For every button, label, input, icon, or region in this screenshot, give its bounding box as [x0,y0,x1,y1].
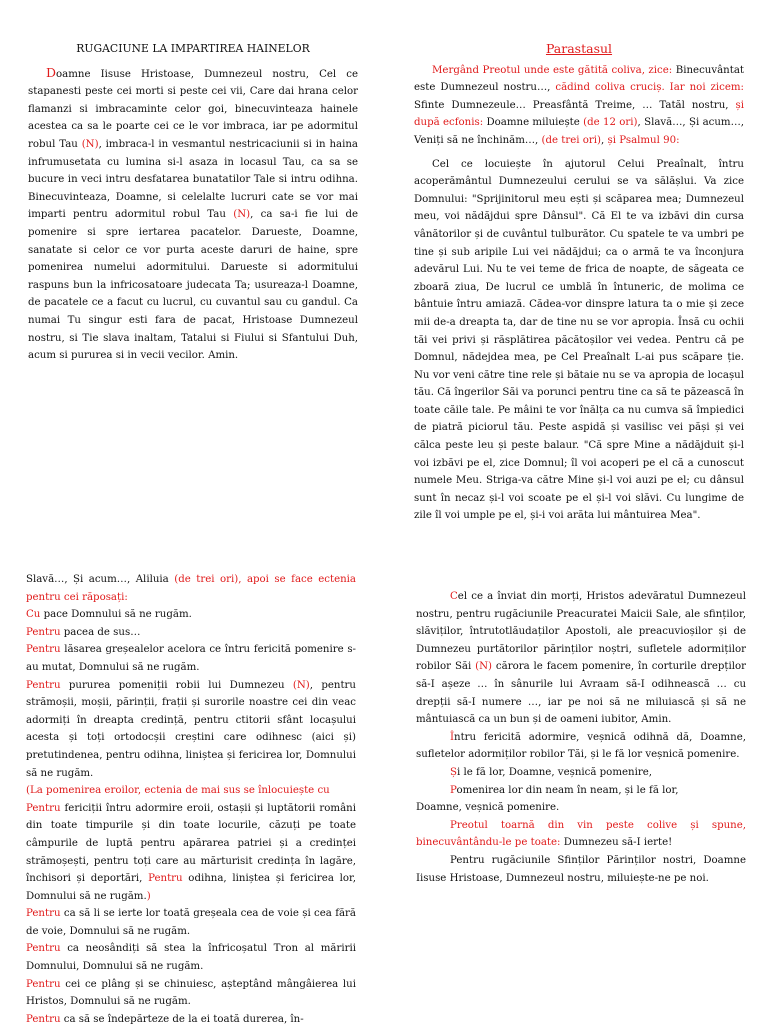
petition [26,677,356,783]
text: ca să li se ierte lor toată greșeala cea de voie și cea fără de voie, Domnului să ne rugăm. [26,908,356,937]
closing-prayer: Pentru rugăciunile Sfinților Părinților nostri, Doamne Iisuse Hristoase, Dumnezeul nostru, miluiește-ne pe noi. [416,854,746,884]
cap: Pentru [26,1013,61,1025]
text: pace Domnului să ne rugăm. [40,609,192,621]
cap: Pentru [26,943,61,955]
text: ca să se îndepărteze de la ei toată durerea, în- [60,1013,304,1025]
text: lăsarea greșealelor acelora ce întru fericită pomenire s-au mutat, Domnului să ne rugăm. [26,644,356,673]
prayer-clothing-panel [28,40,358,365]
text: odihna, liniștea și fericirea lor, Domnului să ne rugăm. [26,873,356,902]
prayer-text-2: , imbraca-l in vesmantul nestricaciunii si in haina infrumusetata cu lumina si-l asaza in locasul Tau, ca sa se bucure in veci intru desfatarea bunatatilor Tale si intru odihna. Binecuvinteaza, Doamne, si celelalte lucruri cate se vor mai imparti pentru adormitul robul Tau [28,138,358,221]
rubric: și după ecfonis: [414,99,744,129]
prayer-body [28,64,358,365]
rubric: Preotul toarnă din vin peste colive și spune, binecuvântându-le pe toate: [416,819,746,849]
rubric: și Psalmul 90: [607,134,680,146]
cap: Cu [26,609,41,621]
name-placeholder: (N) [292,679,310,691]
text: ntru fericită adormire, veșnică odihnă dă, Doamne, sufletelor adormiților robilor Tăi, și le fă lor veșnică pomenire. [416,731,746,761]
cap: Pentru [26,908,61,920]
cap: Pentru [26,802,61,814]
cap: Pentru [148,873,183,885]
rubric: (de 12 ori) [583,117,638,129]
eternal-rest [416,729,746,764]
text: omenirea lor din neam în neam, și le fă lor, [456,784,679,796]
rubric: ) [146,890,151,902]
prayer-title: RUGACIUNE LA IMPARTIREA HAINELOR [76,42,310,55]
cap: Pentru [26,978,61,990]
name-placeholder: (N) [233,209,251,221]
text: pururea pomeniții robii lui Dumnezeu [60,679,293,691]
ectenia-panel [26,571,356,1028]
name-placeholder: (N) [475,661,493,673]
cap: P [450,784,457,796]
petition [26,1011,356,1028]
rubric: (de trei ori) [174,574,239,585]
response-2 [416,782,746,800]
petition [26,641,356,676]
ectenia-intro [26,571,356,606]
rubric: Mergând Preotul unde este gătită coliva, zice: [432,64,673,76]
cap: Pentru [26,644,61,656]
cap: C [450,591,458,602]
text: Sfinte Dumnezeule… Preasfântă Treime, … Tatăl nostru, [414,99,736,111]
text: , pentru strămoșii, moșii, părinții, frații și surorile noastre cei din veac adormiți în dreapta credință, pentru ctitorii sfânt locașului acesta și toți ortodocșii creștini care odihnesc (aici și) pretutindenea, pentru odihna, liniștea și fericirea lor, Domnului să ne rugăm. [26,679,356,779]
petition [26,624,356,642]
dismissal-panel [416,588,746,887]
text: pacea de sus… [60,626,141,638]
text: Binecuvântat este Dumnezeul nostru…, [414,64,744,94]
response-3: Doamne, veșnică pomenire. [416,802,560,814]
parastas-panel [414,40,744,525]
text: Doamne miluiește [483,117,584,129]
dismissal-prayer [416,588,746,729]
wine-rubric [416,817,746,852]
rubric: cădind coliva cruciș. Iar noi zicem: [555,82,744,94]
text: cei ce plâng și se chinuiesc, așteptând mângâierea lui Hristos, Domnului să ne rugăm. [26,978,356,1008]
parastas-title: Parastasul [545,41,613,56]
text: Dumnezeu să-I ierte! [560,837,673,849]
rubric-heroes: (La pomenirea eroilor, ectenia de mai sus se înlocuiește cu [26,785,330,797]
text: el ce a înviat din morți, Hristos adevăratul Dumnezeul nostru, pentru rugăciunile Preacuratei Maicii Sale, ale sfinților, slăviților, întrutotlăudaților Apostoli, ale preacuvioșilor și de Dumnezeu purtătorilor părinților noștri, sufletele adormiților robilor Săi [416,591,746,673]
psalm-90: Cel ce locuiește în ajutorul Celui Preaînalt, întru acoperământul Dumnezeului cerului se va sălășlui. Va zice Domnului: "Sprijinitorul meu ești și scăparea mea; Dumnezeul meu, voi nădăjdui spre Dânsul". Că El te va izbăvi din cursa vânătorilor și de cuvântul tulburător. Cu spatele te va umbri pe tine și sub aripile Lui vei nădăjdui; ca o armă te va înconjura adevărul Lui. Nu te vei teme de frica de noapte, de săgeata ce zboară ziua, De lucrul ce umblă în întuneric, de molima ce bântuie întru amiază. Cădea-vor dinspre latura ta o mie și zece mii de-a dreapta ta, dar de tine nu se vor apropia. Însă cu ochii tăi vei privi și răsplătirea păcătoșilor vei vedea. Pentru că pe Domnul, nădejdea mea, pe Cel Preaînalt L-ai pus scăpare ție. Nu vor veni către tine rele și bătaie nu se va apropia de locașul tău. Că îngerilor Săi va porunci pentru tine ca să te păzească în toate căile tale. Pe mâini te vor înălța ca nu cumva să împiedici de piatră piciorul tău. Peste aspidă și vasilisc vei păși și vei călca peste leu și peste balaur. "Că spre Mine a nădăjduit și-l voi izbăvi pe el, zice Domnul; îl voi acoperi pe el că a cunoscut numele Meu. Striga-va către Mine și-l voi auzi pe el; cu dânsul sunt în necaz și-l voi scoate pe el și-l voi slăvi. Cu lungime de zile îl voi umple pe el, și-i voi arăta lui mântuirea Mea". [414,158,744,522]
prayer-text-3: , ca sa-i fie lui de pomenire si spre iertarea pacatelor. Darueste, Doamne, sanatate si celor ce vor purta aceste daruri de haine, spre pomenirea numelui adormitului. Darueste si adormitului raspuns bun la infricosatoare judecata Ta; usureaza-l Doamne, de pacatele ce a facut cu lucrul, cu cuvantul sau cu gandul. Ca numai Tu singur esti fara de pacat, Hristoase Dumnezeul nostru, si Tie slava inaltam, Tatalui si Fiului si Sfantului Duh, acum si pururea si in vecii vecilor. Amin. [28,209,358,362]
petition [26,976,356,1011]
petition [26,940,356,975]
name-placeholder: (N) [81,138,99,150]
prayer-text-1: oamne Iisuse Hristoase, Dumnezeul nostru, Cel ce stapanesti peste cei morti si peste cei vii, Care dai hrana celor flamanzi si imbracaminte celor goi, binecuvinteaza hainele acestea ca sa le poarte cei ce le vor imbraca, iar pe adormitul robul Tau [28,68,358,150]
cap: Pentru [26,679,61,691]
parastas-intro [414,62,744,150]
text: , [601,134,608,146]
rubric: (de trei ori) [541,134,602,146]
petition [26,905,356,940]
text: Slavă…, Și acum…, Aliluia [26,574,175,585]
cap: Pentru [26,626,61,638]
response-1 [416,764,746,782]
cap: Ș [450,766,457,778]
text: i le fă lor, Doamne, veșnică pomenire, [456,766,652,778]
text: , Slavă…, Și acum…, Veniți să ne închinăm…, [414,117,744,146]
text: fericiții întru adormire eroii, ostașii și luptătorii români din toate timpurile și din toate locurile, căzuți pe toate câmpurile de luptă pentru apărarea patriei și a credinței strămoșești, pentru toți care au mărturisit credința în lagăre, închisori și deportări, [26,802,356,885]
text: ca neosândiți să stea la înfricoșatul Tron al măririi Domnului, Domnului să ne rugăm. [26,943,356,973]
drop-cap: D [46,64,57,80]
cap: Î [450,731,455,743]
text: cărora le facem pomenire, în corturile drepților să-I așeze … în sânurile lui Avraam să-I odihnească … cu drepții să-I numere …, iar pe noi să ne miluiască și să ne mântuiască ca un bun și de oameni iubitor, Amin. [416,661,746,726]
petition [26,800,356,906]
petition [26,606,356,624]
rubric: , apoi se face ectenia pentru cei răposați: [26,574,356,603]
